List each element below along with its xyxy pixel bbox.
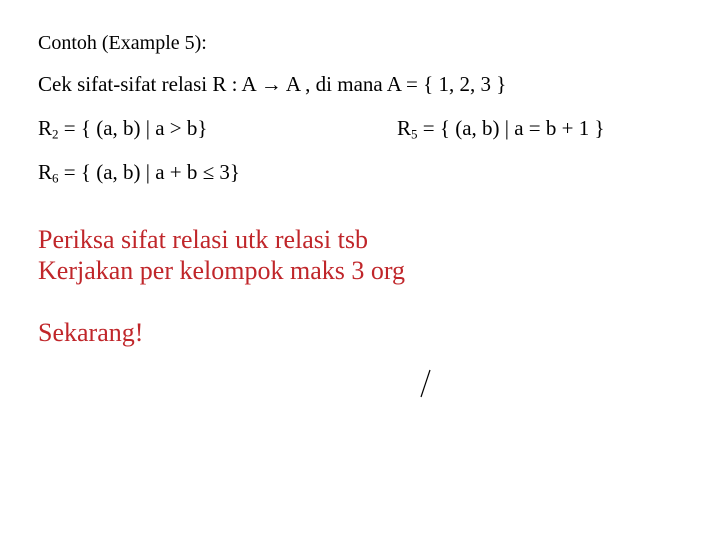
relation-definition: = { (a, b) | a + b ≤ 3}	[58, 160, 240, 184]
pen-stroke-mark	[416, 368, 436, 400]
relation-index: 2	[52, 126, 59, 142]
relation-r6	[38, 160, 240, 186]
call-to-action: Sekarang!	[38, 318, 144, 347]
relation-r5	[397, 116, 605, 142]
task-instruction: Periksa sifat relasi utk relasi tsb	[38, 225, 368, 254]
relation-question: Cek sifat-sifat relasi R : A → A , di mana A = { 1, 2, 3 }	[38, 72, 507, 96]
relation-index: 6	[52, 170, 59, 186]
relation-index: 5	[411, 126, 418, 142]
relation-definition: = { (a, b) | a > b}	[58, 116, 208, 140]
group-instruction: Kerjakan per kelompok maks 3 org	[38, 256, 406, 285]
relation-symbol: R	[38, 160, 53, 184]
relation-r2	[38, 116, 207, 142]
relation-symbol: R	[38, 116, 53, 140]
relation-symbol: R	[397, 116, 412, 140]
example-heading: Contoh (Example 5):	[38, 32, 207, 54]
relation-definition: = { (a, b) | a = b + 1 }	[417, 116, 605, 140]
